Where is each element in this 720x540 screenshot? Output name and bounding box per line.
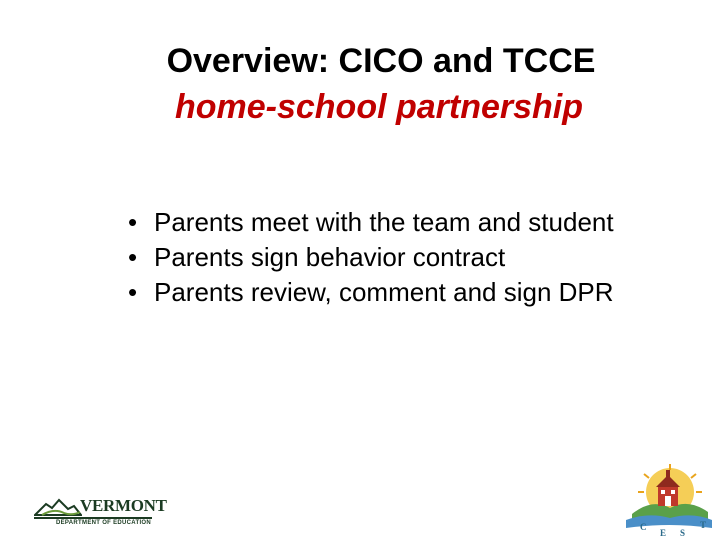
bullet-text: Parents sign behavior contract <box>154 242 506 272</box>
vermont-doe-logo <box>34 496 167 530</box>
list-item <box>128 205 688 240</box>
slide-title-block <box>0 38 720 130</box>
cest-letter: S <box>680 528 686 538</box>
bullet-dot-icon: • <box>128 242 138 272</box>
bullet-text: Parents review, comment and sign DPR <box>154 277 614 307</box>
department-label: DEPARTMENT OF EDUCATION <box>56 520 152 526</box>
mountain-icon <box>34 496 82 518</box>
bullet-dot-icon: • <box>128 207 138 237</box>
list-item <box>128 240 688 275</box>
cest-letter: T <box>700 520 707 530</box>
vermont-logo-rule <box>34 517 152 519</box>
bullet-dot-icon: • <box>128 277 138 307</box>
slide-subtitle: home-school partnership <box>174 88 584 126</box>
cest-letter: E <box>660 528 667 538</box>
bullet-list <box>128 205 688 310</box>
vermont-wordmark: VERMONT <box>80 496 167 515</box>
bullet-text: Parents meet with the team and student <box>154 207 614 237</box>
cest-logo <box>622 462 714 538</box>
cest-letter: C <box>640 522 647 532</box>
slide-title: Overview: CICO and TCCE <box>166 42 596 80</box>
list-item <box>128 275 688 310</box>
